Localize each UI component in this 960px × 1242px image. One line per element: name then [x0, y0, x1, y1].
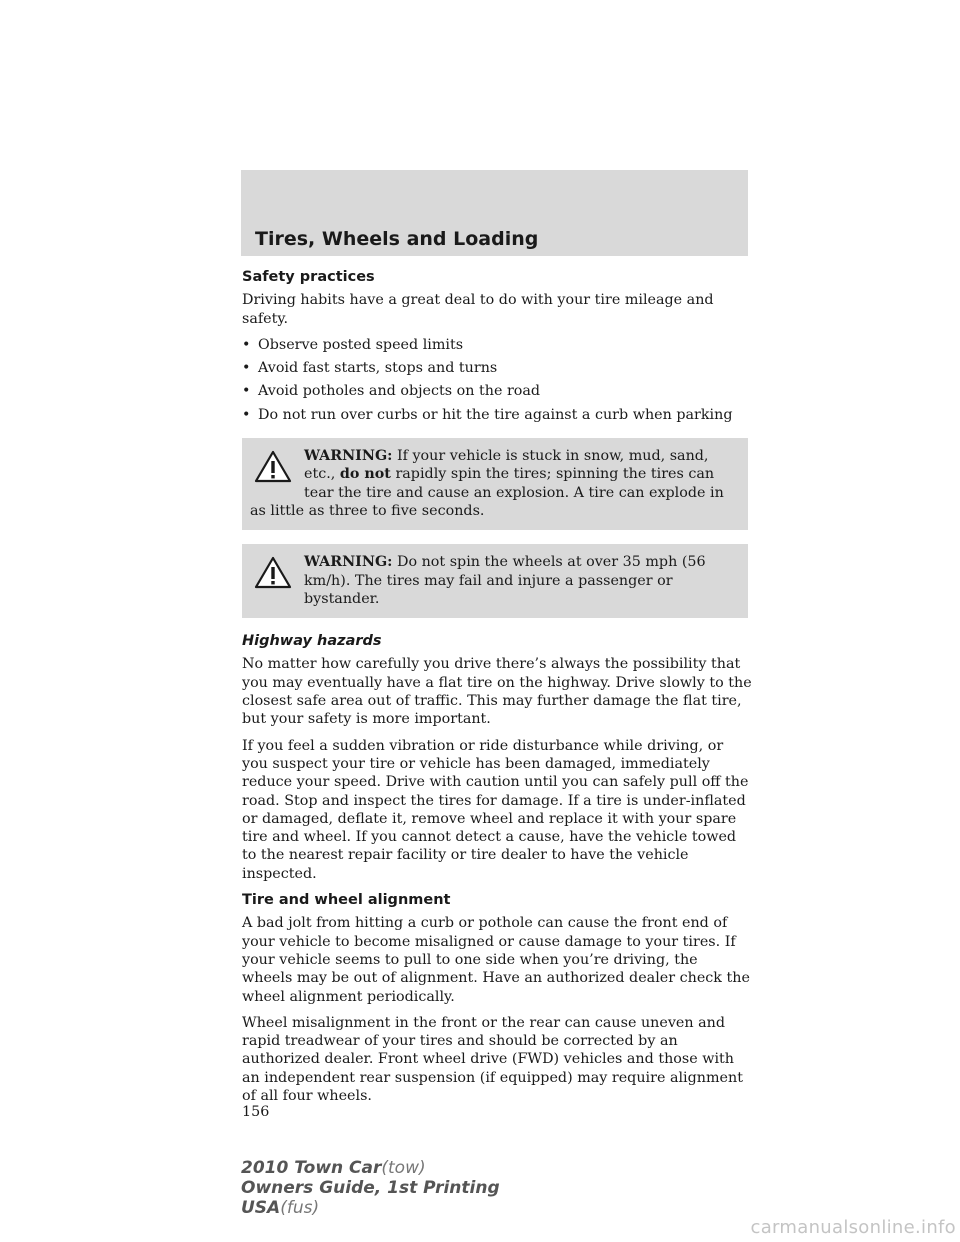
- safety-heading: Safety practices: [242, 269, 375, 285]
- warning-triangle-icon: [254, 450, 292, 484]
- watermark: carmanualsonline.info: [750, 1217, 956, 1238]
- bullet-icon: •: [242, 360, 251, 377]
- warning-text: rapidly spin the tires; spinning the tires can tear the tire and cause an explosion. A tire can explode in as little as three to five seconds.: [250, 466, 724, 519]
- warning-box-wheel-speed: [242, 544, 748, 618]
- list-item: • Do not run over curbs or hit the tire against a curb when parking: [242, 406, 733, 423]
- section-title: Tires, Wheels and Loading: [255, 228, 539, 250]
- bullet-icon: •: [242, 383, 251, 400]
- bullet-icon: •: [242, 336, 251, 353]
- highway-paragraph-1: No matter how carefully you drive there’s always the possibility that you may eventually have a flat tire on the highway. Drive slowly to the closest safe area out of traffic. This may further damage the flat tire, but your safety is more important.: [242, 656, 752, 728]
- alignment-paragraph-2: Wheel misalignment in the front or the rear can cause uneven and rapid treadwear of your tires and should be corrected by an authorized dealer. Front wheel drive (FWD) vehicles and those with an independent rear suspension (if equipped) may require alignment of all four wheels.: [242, 1014, 743, 1104]
- list-item: • Avoid fast starts, stops and turns: [242, 360, 498, 377]
- print-footer: [241, 1158, 500, 1218]
- safety-list: [242, 336, 752, 424]
- warning-label: WARNING:: [304, 554, 393, 571]
- warning-label: WARNING:: [304, 448, 393, 465]
- footer-line-2: Owners Guide, 1st Printing: [241, 1178, 500, 1198]
- highway-heading: Highway hazards: [242, 633, 382, 650]
- alignment-heading: Tire and wheel alignment: [242, 892, 451, 909]
- safety-intro: Driving habits have a great deal to do with your tire mileage and safety.: [242, 292, 714, 327]
- page-content: [242, 268, 752, 1122]
- alignment-paragraph-1: A bad jolt from hitting a curb or pothole can cause the front end of your vehicle to become misaligned or cause damage to your tires. If your vehicle seems to pull to one side when you’re driving, the wheels may be out of alignment. Have an authorized dealer check the wheel alignment periodically.: [242, 915, 750, 1005]
- footer-line-1: 2010 Town Car(tow): [241, 1158, 426, 1178]
- warning-text: If your vehicle is stuck in snow, mud, sand, etc.,: [304, 448, 709, 483]
- warning-box-spin-stuck: [242, 438, 748, 530]
- highway-paragraph-2: If you feel a sudden vibration or ride disturbance while driving, or you suspect your tire or vehicle has been damaged, immediately reduce your speed. Drive with caution until you can safely pull off the road. Stop and inspect the tires for damage. If a tire is under-inflated or damaged, deflate it, remove wheel and replace it with your spare tire and wheel. If you cannot detect a cause, have the vehicle towed to the nearest repair facility or tire dealer to have the vehicle inspected.: [242, 737, 749, 882]
- list-item: • Observe posted speed limits: [242, 336, 464, 353]
- list-item: • Avoid potholes and objects on the road: [242, 383, 541, 400]
- warning-text: Do not spin the wheels at over 35 mph (56 km/h). The tires may fail and injure a passenger or bystander.: [304, 554, 706, 607]
- warning-triangle-icon: [254, 556, 292, 590]
- footer-line-3: USA(fus): [241, 1198, 320, 1218]
- page-number: 156: [242, 1104, 270, 1121]
- section-header-band: [241, 170, 748, 256]
- bullet-icon: •: [242, 406, 251, 423]
- warning-emphasis: do not: [339, 466, 391, 483]
